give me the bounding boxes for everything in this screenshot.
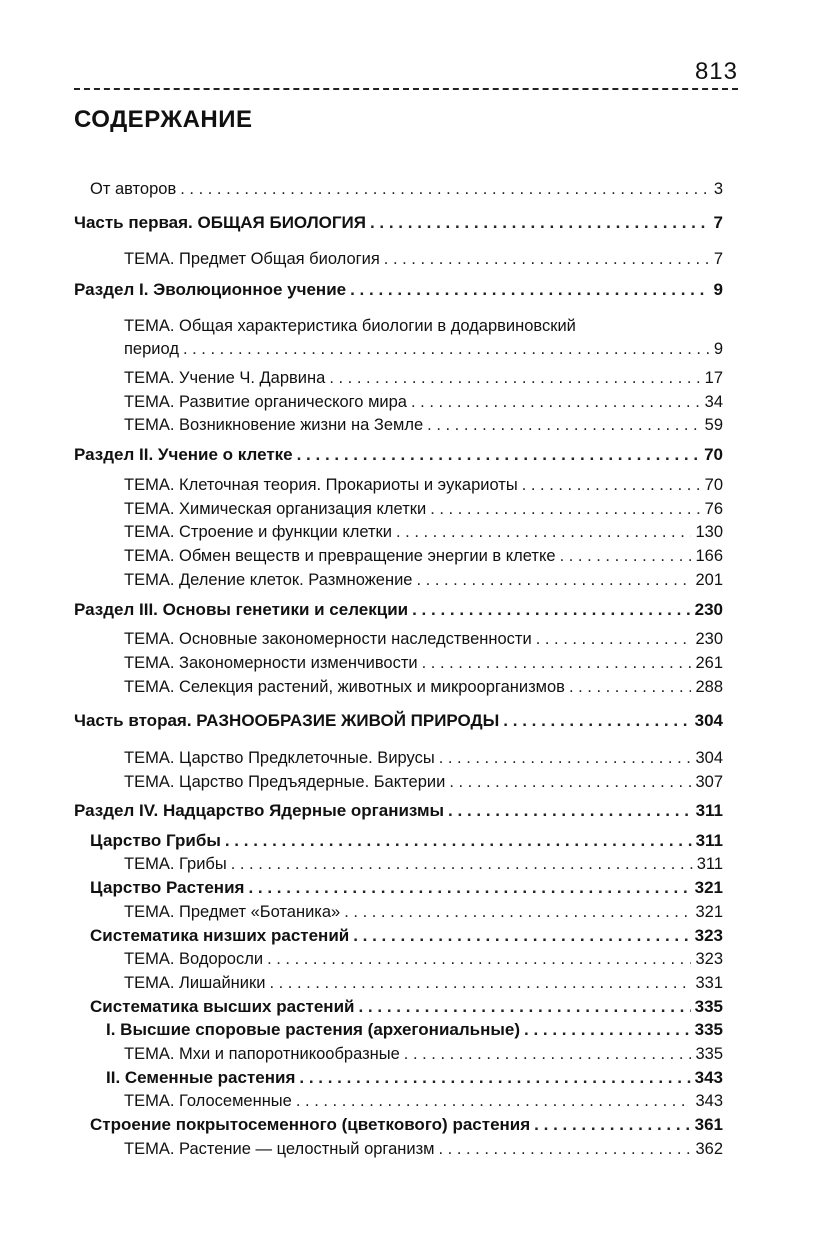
dot-leader bbox=[404, 1043, 692, 1065]
toc-entry bbox=[124, 498, 723, 520]
toc-entry bbox=[90, 996, 723, 1018]
toc-entry-label: Раздел II. Учение о клетке bbox=[74, 445, 293, 464]
toc-entry bbox=[74, 599, 723, 621]
toc-entry bbox=[90, 925, 723, 947]
toc-entry-label: II. Семенные растения bbox=[106, 1068, 296, 1087]
dot-leader bbox=[416, 569, 691, 591]
dot-leader bbox=[296, 1090, 692, 1112]
dot-leader bbox=[524, 1019, 691, 1041]
toc-entry bbox=[124, 474, 723, 496]
toc-entry-label: период bbox=[124, 340, 179, 358]
toc-entry bbox=[90, 178, 723, 200]
dot-leader bbox=[248, 877, 690, 899]
dot-leader bbox=[183, 338, 710, 360]
toc-entry-page: 3 bbox=[713, 180, 723, 198]
toc-entry-page: 230 bbox=[695, 630, 723, 648]
toc-entry bbox=[124, 569, 723, 591]
toc-entry-label: ТЕМА. Мхи и папоротникообразные bbox=[124, 1045, 400, 1063]
toc-entry-label: ТЕМА. Возникновение жизни на Земле bbox=[124, 416, 424, 434]
dot-leader bbox=[427, 414, 700, 436]
toc-entry bbox=[74, 212, 723, 234]
dot-leader bbox=[353, 925, 690, 947]
toc-entry-label: ТЕМА. Основные закономерности наследственности bbox=[124, 630, 532, 648]
dot-leader bbox=[422, 652, 692, 674]
toc-entry bbox=[90, 830, 723, 852]
toc-entry-label: ТЕМА. Деление клеток. Размножение bbox=[124, 571, 413, 589]
toc-entry bbox=[124, 676, 723, 698]
toc-entry-page: 321 bbox=[694, 878, 723, 897]
toc-entry-page: 335 bbox=[694, 1020, 723, 1039]
toc-entry bbox=[74, 279, 723, 301]
dot-leader bbox=[344, 901, 691, 923]
toc-entry-page: 304 bbox=[695, 749, 723, 767]
toc-entry-label: От авторов bbox=[90, 180, 177, 198]
toc-entry-label: ТЕМА. Голосеменные bbox=[124, 1092, 292, 1110]
toc-entry-page: 7 bbox=[713, 250, 723, 268]
toc-entry-label: ТЕМА. Водоросли bbox=[124, 950, 264, 968]
dot-leader bbox=[225, 830, 692, 852]
toc-entry-label: I. Высшие споровые растения (архегониальные) bbox=[106, 1020, 521, 1039]
toc-entry-page: 288 bbox=[695, 678, 723, 696]
toc-entry-page: 130 bbox=[695, 523, 723, 541]
toc-entry-label: Раздел III. Основы генетики и селекции bbox=[74, 600, 409, 619]
toc-entry-label: ТЕМА. Развитие органического мира bbox=[124, 393, 407, 411]
toc-entry-label: Раздел I. Эволюционное учение bbox=[74, 280, 347, 299]
toc-entry bbox=[124, 747, 723, 769]
toc-entry bbox=[124, 545, 723, 567]
toc-entry bbox=[124, 338, 723, 360]
dot-leader bbox=[522, 474, 701, 496]
dot-leader bbox=[430, 498, 700, 520]
toc-entry-page: 323 bbox=[695, 950, 723, 968]
toc-entry-page: 307 bbox=[695, 773, 723, 791]
toc-entry bbox=[124, 391, 723, 413]
toc-entry-label: Систематика высших растений bbox=[90, 997, 355, 1016]
toc-entry bbox=[124, 1043, 723, 1065]
dot-leader bbox=[448, 800, 692, 822]
toc-entry-page: 34 bbox=[704, 393, 723, 411]
dot-leader bbox=[269, 972, 691, 994]
dot-leader bbox=[449, 771, 691, 793]
toc-entry-page: 261 bbox=[695, 654, 723, 672]
page-title: СОДЕРЖАНИЕ bbox=[74, 106, 253, 133]
toc-entry-page: 201 bbox=[695, 571, 723, 589]
toc-entry bbox=[106, 1019, 723, 1041]
toc-entry-page: 321 bbox=[695, 903, 723, 921]
dot-leader bbox=[503, 710, 690, 732]
toc-entry-page: 230 bbox=[694, 600, 723, 619]
dot-leader bbox=[534, 1114, 690, 1136]
toc-entry bbox=[90, 877, 723, 899]
toc-entry bbox=[124, 367, 723, 389]
page-number: 813 bbox=[694, 58, 738, 85]
toc-entry-label: ТЕМА. Клеточная теория. Прокариоты и эукариоты bbox=[124, 476, 518, 494]
toc-entry bbox=[124, 652, 723, 674]
dot-leader bbox=[231, 853, 693, 875]
dot-leader bbox=[180, 178, 710, 200]
toc-entry-page: 17 bbox=[704, 369, 723, 387]
dot-leader bbox=[411, 391, 701, 413]
toc-entry bbox=[124, 414, 723, 436]
toc-entry-label: ТЕМА. Предмет «Ботаника» bbox=[124, 903, 341, 921]
toc-entry-label-line1: ТЕМА. Общая характеристика биологии в додарвиновский bbox=[124, 317, 576, 335]
toc-entry bbox=[74, 710, 723, 732]
toc-entry bbox=[74, 800, 723, 822]
toc-entry-page: 70 bbox=[704, 476, 723, 494]
toc-entry bbox=[124, 1138, 723, 1160]
toc-entry-page: 331 bbox=[695, 974, 723, 992]
dot-leader bbox=[370, 212, 710, 234]
dot-leader bbox=[297, 444, 700, 466]
toc-entry bbox=[90, 1114, 723, 1136]
dot-leader bbox=[350, 279, 709, 301]
toc-entry-page: 311 bbox=[696, 855, 723, 873]
dot-leader bbox=[329, 367, 700, 389]
toc-entry-label: ТЕМА. Закономерности изменчивости bbox=[124, 654, 418, 672]
toc-entry-label: Строение покрытосеменного (цветкового) растения bbox=[90, 1115, 531, 1134]
toc-entry bbox=[106, 1067, 723, 1089]
toc-entry bbox=[124, 628, 723, 650]
toc-entry-label: ТЕМА. Учение Ч. Дарвина bbox=[124, 369, 326, 387]
toc-entry-page: 304 bbox=[694, 711, 723, 730]
toc-entry-page: 343 bbox=[695, 1092, 723, 1110]
toc-entry-label: ТЕМА. Растение — целостный организм bbox=[124, 1140, 435, 1158]
toc-entry bbox=[124, 248, 723, 270]
dot-leader bbox=[439, 747, 692, 769]
toc-entry-page: 7 bbox=[713, 213, 723, 232]
toc-entry bbox=[124, 948, 723, 970]
dot-leader bbox=[560, 545, 692, 567]
toc-entry-label: Часть вторая. РАЗНООБРАЗИЕ ЖИВОЙ ПРИРОДЫ bbox=[74, 711, 500, 730]
toc-entry bbox=[124, 972, 723, 994]
dot-leader bbox=[439, 1138, 692, 1160]
toc-entry-label: Систематика низших растений bbox=[90, 926, 350, 945]
dot-leader bbox=[396, 521, 691, 543]
toc-entry-label: ТЕМА. Предмет Общая биология bbox=[124, 250, 380, 268]
toc-entry-label: ТЕМА. Химическая организация клетки bbox=[124, 500, 427, 518]
toc-entry-page: 335 bbox=[694, 997, 723, 1016]
toc-entry-label: ТЕМА. Обмен веществ и превращение энергии в клетке bbox=[124, 547, 556, 565]
toc-entry-label: ТЕМА. Селекция растений, животных и микроорганизмов bbox=[124, 678, 565, 696]
toc-entry-page: 9 bbox=[713, 280, 723, 299]
toc-entry-label: Раздел IV. Надцарство Ядерные организмы bbox=[74, 801, 445, 820]
toc-entry-page: 311 bbox=[695, 831, 723, 850]
toc-entry-page: 59 bbox=[704, 416, 723, 434]
toc-entry-label: ТЕМА. Грибы bbox=[124, 855, 227, 873]
toc-entry-label: Часть первая. ОБЩАЯ БИОЛОГИЯ bbox=[74, 213, 366, 232]
toc-entry-label: ТЕМА. Царство Предклеточные. Вирусы bbox=[124, 749, 435, 767]
toc-entry-page: 323 bbox=[694, 926, 723, 945]
toc-entry-label: ТЕМА. Царство Предъядерные. Бактерии bbox=[124, 773, 446, 791]
toc-entry-label: ТЕМА. Лишайники bbox=[124, 974, 266, 992]
dot-leader bbox=[358, 996, 690, 1018]
toc-entry-page: 9 bbox=[713, 340, 723, 358]
dot-leader bbox=[536, 628, 692, 650]
toc-entry-page: 70 bbox=[704, 445, 723, 464]
toc-entry-label: ТЕМА. Строение и функции клетки bbox=[124, 523, 392, 541]
toc-entry bbox=[124, 521, 723, 543]
toc-entry-page: 343 bbox=[694, 1068, 723, 1087]
toc-entry bbox=[124, 901, 723, 923]
toc-entry-page: 76 bbox=[704, 500, 723, 518]
toc-entry bbox=[124, 771, 723, 793]
dot-leader bbox=[412, 599, 691, 621]
toc-entry bbox=[124, 853, 723, 875]
toc-entry bbox=[124, 1090, 723, 1112]
dot-leader bbox=[299, 1067, 690, 1089]
toc-entry-label: Царство Грибы bbox=[90, 831, 221, 850]
toc-entry-page: 166 bbox=[695, 547, 723, 565]
dot-leader bbox=[267, 948, 691, 970]
toc-entry-label: Царство Растения bbox=[90, 878, 245, 897]
toc-entry-page: 361 bbox=[694, 1115, 723, 1134]
toc-entry-page: 362 bbox=[695, 1140, 723, 1158]
dot-leader bbox=[569, 676, 692, 698]
toc-entry bbox=[74, 444, 723, 466]
toc-entry-page: 335 bbox=[695, 1045, 723, 1063]
dot-leader bbox=[384, 248, 710, 270]
toc-entry-page: 311 bbox=[695, 801, 723, 820]
